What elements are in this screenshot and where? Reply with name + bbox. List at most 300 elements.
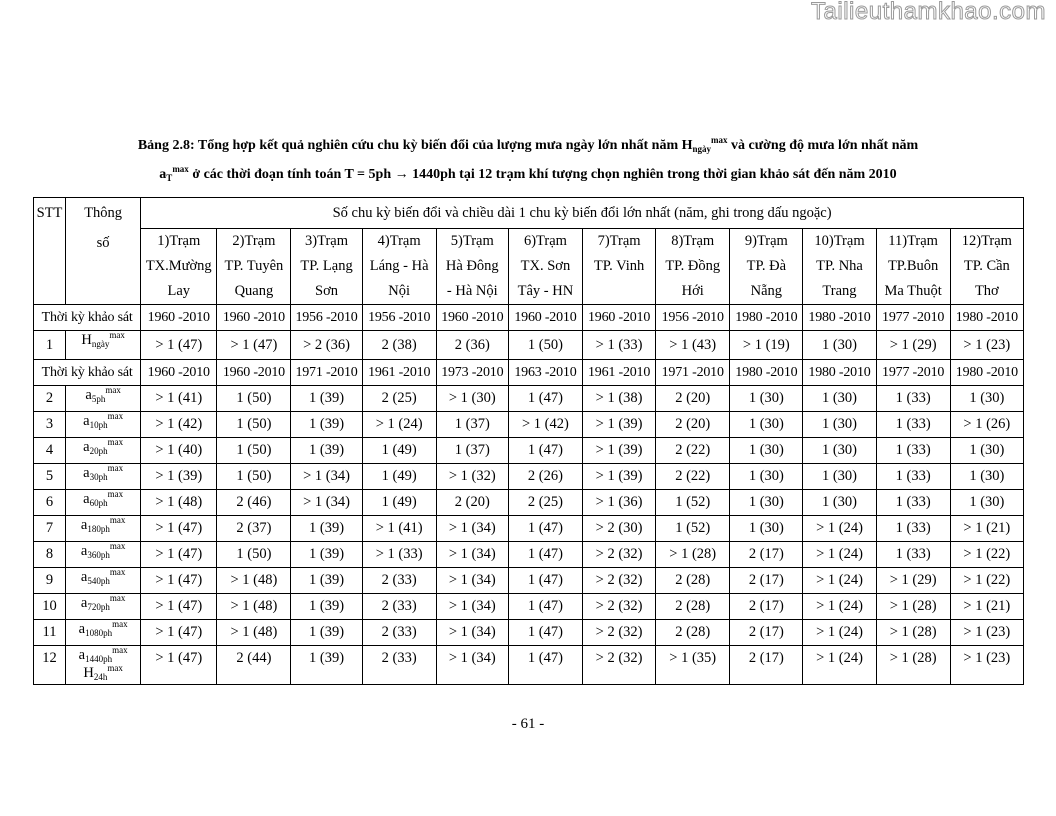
- value-cell: > 1 (34): [436, 620, 508, 646]
- value-cell: > 1 (40): [141, 438, 217, 464]
- station-header-3: [291, 229, 362, 305]
- value-cell: > 2 (32): [583, 620, 656, 646]
- station-header-9: [730, 229, 803, 305]
- station-header-line: 10)Trạm: [814, 233, 865, 249]
- table-row: [34, 412, 1024, 438]
- parameter-subscript: 10ph: [89, 420, 108, 430]
- value-cell: > 1 (48): [217, 568, 291, 594]
- parameter-superscript: max: [107, 663, 123, 673]
- value-cell: > 1 (19): [730, 331, 803, 360]
- value-cell: > 1 (41): [362, 516, 436, 542]
- value-cell: > 1 (28): [656, 542, 730, 568]
- parameter-superscript: max: [109, 593, 126, 603]
- value-cell: > 1 (29): [876, 331, 950, 360]
- value-cell: 2 (25): [362, 386, 436, 412]
- value-cell: > 1 (23): [950, 646, 1023, 685]
- value-cell: 1 (47): [508, 620, 582, 646]
- value-cell: 2 (17): [730, 646, 803, 685]
- station-header-line: 2)Trạm: [232, 233, 276, 249]
- period-label: Thời kỳ khảo sát: [34, 305, 141, 331]
- value-cell: 2 (28): [656, 568, 730, 594]
- value-cell: 1 (49): [362, 438, 436, 464]
- value-cell: > 1 (23): [950, 331, 1023, 360]
- row-number: 7: [34, 516, 66, 542]
- parameter-symbol: a: [85, 387, 92, 403]
- parameter-subscript: 540ph: [87, 576, 110, 586]
- value-cell: > 1 (47): [141, 542, 217, 568]
- parameter-superscript: max: [107, 463, 124, 473]
- value-cell: > 1 (24): [803, 542, 876, 568]
- station-header-line: TP. Tuyên: [224, 258, 284, 274]
- value-cell: > 1 (39): [583, 412, 656, 438]
- caption-line2-subscript: T: [166, 173, 173, 183]
- value-cell: 2 (26): [508, 464, 582, 490]
- station-header-5: [436, 229, 508, 305]
- station-header-line: Ma Thuột: [884, 283, 942, 299]
- value-cell: 1 (30): [803, 412, 876, 438]
- station-header-8: [656, 229, 730, 305]
- value-cell: 1 (47): [508, 386, 582, 412]
- value-cell: 1 (39): [291, 542, 362, 568]
- value-cell: 2 (17): [730, 568, 803, 594]
- table-row: [34, 386, 1024, 412]
- value-cell: 1 (30): [730, 516, 803, 542]
- value-cell: > 1 (47): [141, 331, 217, 360]
- value-cell: > 1 (24): [362, 412, 436, 438]
- value-cell: 1 (33): [876, 516, 950, 542]
- parameter-superscript: max: [112, 619, 128, 629]
- station-header-6: [508, 229, 582, 305]
- parameter-cell: [66, 568, 141, 594]
- value-cell: 2 (25): [508, 490, 582, 516]
- parameter-symbol: a: [78, 621, 86, 637]
- value-cell: 2 (22): [656, 438, 730, 464]
- table-row: [34, 516, 1024, 542]
- value-cell: 1 (39): [291, 620, 362, 646]
- value-cell: 1 (39): [291, 516, 362, 542]
- parameter-cell: [66, 594, 141, 620]
- value-cell: > 1 (28): [876, 594, 950, 620]
- parameter-subscript: ngày: [91, 339, 110, 349]
- value-cell: > 1 (34): [436, 568, 508, 594]
- table-caption-line2: [30, 164, 1026, 183]
- value-cell: 1 (47): [508, 516, 582, 542]
- caption-line2-tail: ở các thời đoạn tính toán T = 5ph → 1440ph tại 12 trạm khí tượng chọn nghiên trong thời gian khảo sát đến năm 2010: [188, 167, 897, 182]
- value-cell: 1 (39): [291, 412, 362, 438]
- station-header-line: Nẵng: [750, 283, 783, 299]
- stt-header: STT: [34, 198, 66, 305]
- row-number: 11: [34, 620, 66, 646]
- caption-prefix: Bảng 2.8:: [137, 138, 195, 153]
- period-cell: 1977 -2010: [876, 360, 950, 386]
- value-cell: > 1 (33): [362, 542, 436, 568]
- period-cell: 1961 -2010: [583, 360, 656, 386]
- table-row: [34, 490, 1024, 516]
- value-cell: > 1 (34): [436, 542, 508, 568]
- station-header-line: 3)Trạm: [305, 233, 349, 249]
- value-cell: 1 (50): [508, 331, 582, 360]
- parameter-superscript: max: [109, 541, 126, 551]
- period-cell: 1980 -2010: [730, 360, 803, 386]
- value-cell: 2 (17): [730, 542, 803, 568]
- parameter-symbol: a: [80, 543, 88, 559]
- parameter-superscript: max: [109, 515, 126, 525]
- value-cell: > 1 (39): [141, 464, 217, 490]
- station-header-line: Sơn: [315, 283, 339, 299]
- header-row-1: [34, 198, 1024, 229]
- value-cell: 1 (37): [436, 412, 508, 438]
- value-cell: 1 (47): [508, 594, 582, 620]
- value-cell: 2 (17): [730, 620, 803, 646]
- table-row: [34, 464, 1024, 490]
- parameter-symbol: a: [83, 439, 90, 455]
- value-cell: > 1 (42): [508, 412, 582, 438]
- parameter-subscript: 5ph: [91, 394, 106, 404]
- station-header-line: Trang: [822, 283, 857, 299]
- parameter-cell: [66, 412, 141, 438]
- period-cell: 1960 -2010: [436, 305, 508, 331]
- row-number: 5: [34, 464, 66, 490]
- value-cell: 1 (49): [362, 464, 436, 490]
- value-cell: > 1 (47): [141, 620, 217, 646]
- period-cell: 1960 -2010: [508, 305, 582, 331]
- parameter-symbol: a: [80, 517, 88, 533]
- period-label: Thời kỳ khảo sát: [34, 360, 141, 386]
- value-cell: 1 (50): [217, 464, 291, 490]
- parameter-superscript: max: [107, 411, 124, 421]
- period-row-2: [34, 360, 1024, 386]
- station-header-line: TP. Đồng: [665, 258, 721, 274]
- period-row-1: [34, 305, 1024, 331]
- value-cell: 2 (28): [656, 594, 730, 620]
- station-header-line: TX. Sơn: [520, 258, 571, 274]
- parameter-subscript: 1440ph: [85, 654, 113, 664]
- value-cell: 1 (30): [950, 438, 1023, 464]
- value-cell: 1 (30): [950, 464, 1023, 490]
- value-cell: 1 (47): [508, 568, 582, 594]
- value-cell: 1 (50): [217, 438, 291, 464]
- value-cell: 1 (30): [730, 412, 803, 438]
- parameter-superscript: max: [105, 385, 121, 395]
- value-cell: 1 (39): [291, 646, 362, 685]
- value-cell: 2 (17): [730, 594, 803, 620]
- period-cell: 1956 -2010: [291, 305, 362, 331]
- parameter-symbol: a: [83, 413, 90, 429]
- value-cell: > 2 (32): [583, 646, 656, 685]
- parameter-cell: [66, 331, 141, 360]
- value-cell: 1 (33): [876, 542, 950, 568]
- period-cell: 1980 -2010: [803, 360, 876, 386]
- value-cell: 1 (39): [291, 438, 362, 464]
- value-cell: 1 (47): [508, 438, 582, 464]
- value-cell: 1 (30): [730, 438, 803, 464]
- caption-line1-tail: và cường độ mưa lớn nhất năm: [727, 138, 919, 153]
- value-cell: 1 (39): [291, 386, 362, 412]
- value-cell: 1 (49): [362, 490, 436, 516]
- period-cell: 1980 -2010: [950, 360, 1023, 386]
- period-cell: 1980 -2010: [730, 305, 803, 331]
- table-row: [34, 438, 1024, 464]
- parameter-subscript: 30ph: [89, 472, 108, 482]
- station-header-line: 9)Trạm: [744, 233, 788, 249]
- period-cell: 1960 -2010: [217, 305, 291, 331]
- value-cell: > 1 (34): [436, 516, 508, 542]
- row-number: 3: [34, 412, 66, 438]
- value-cell: 2 (33): [362, 594, 436, 620]
- value-cell: 1 (30): [803, 438, 876, 464]
- caption-line1-text: Tổng hợp kết quả nghiên cứu chu kỳ biến đổi của lượng mưa ngày lớn nhất năm H: [194, 138, 693, 153]
- parameter-cell: [66, 438, 141, 464]
- value-cell: > 1 (21): [950, 594, 1023, 620]
- value-cell: > 1 (24): [803, 516, 876, 542]
- station-header-line: Hới: [681, 283, 704, 299]
- value-cell: 2 (20): [656, 386, 730, 412]
- parameter-superscript: max: [107, 489, 124, 499]
- parameter-header: Thông số: [66, 198, 141, 305]
- value-cell: > 1 (29): [876, 568, 950, 594]
- station-header-line: TP. Nha: [816, 258, 863, 274]
- value-cell: > 1 (39): [583, 464, 656, 490]
- parameter-symbol: H: [81, 332, 92, 348]
- value-cell: 1 (47): [508, 542, 582, 568]
- station-header-12: [950, 229, 1023, 305]
- parameter-subscript: 720ph: [87, 602, 110, 612]
- parameter-cell: [66, 620, 141, 646]
- station-header-line: Thơ: [974, 283, 999, 299]
- value-cell: > 1 (48): [217, 620, 291, 646]
- parameter-symbol: a: [78, 647, 86, 663]
- row-number: 4: [34, 438, 66, 464]
- parameter-symbol: H: [83, 665, 94, 681]
- value-cell: > 2 (32): [583, 542, 656, 568]
- period-cell: 1977 -2010: [876, 305, 950, 331]
- value-cell: > 2 (36): [291, 331, 362, 360]
- parameter-cell: [66, 646, 141, 685]
- period-cell: 1956 -2010: [362, 305, 436, 331]
- value-cell: 1 (47): [508, 646, 582, 685]
- station-header-line: TP. Lạng: [300, 258, 353, 274]
- value-cell: 1 (37): [436, 438, 508, 464]
- row-number: 2: [34, 386, 66, 412]
- parameter-subscript: 180ph: [87, 524, 110, 534]
- value-cell: > 1 (24): [803, 620, 876, 646]
- value-cell: 2 (28): [656, 620, 730, 646]
- table-row: [34, 542, 1024, 568]
- parameter-cell: [66, 516, 141, 542]
- period-cell: 1980 -2010: [803, 305, 876, 331]
- parameter-superscript: max: [112, 645, 128, 655]
- parameter-symbol: a: [80, 595, 88, 611]
- station-header-line: Quang: [234, 283, 274, 299]
- parameter-subscript: 360ph: [87, 550, 110, 560]
- station-header-line: 8)Trạm: [671, 233, 715, 249]
- value-cell: > 1 (47): [141, 646, 217, 685]
- value-cell: 2 (22): [656, 464, 730, 490]
- value-cell: 2 (20): [656, 412, 730, 438]
- caption-line2-superscript: max: [172, 164, 189, 174]
- period-cell: 1973 -2010: [436, 360, 508, 386]
- value-cell: > 1 (48): [217, 594, 291, 620]
- row-number: 10: [34, 594, 66, 620]
- caption-line1-superscript: max: [711, 135, 728, 145]
- period-cell: 1961 -2010: [362, 360, 436, 386]
- value-cell: > 1 (24): [803, 568, 876, 594]
- value-cell: > 1 (23): [950, 620, 1023, 646]
- value-cell: > 2 (32): [583, 594, 656, 620]
- value-cell: > 1 (33): [583, 331, 656, 360]
- value-cell: > 2 (32): [583, 568, 656, 594]
- value-cell: > 1 (22): [950, 542, 1023, 568]
- station-header-line: 1)Trạm: [157, 233, 201, 249]
- caption-line1-subscript: ngày: [692, 144, 712, 154]
- parameter-cell: [66, 542, 141, 568]
- value-cell: > 1 (34): [436, 646, 508, 685]
- station-header-line: Tây - HN: [517, 283, 574, 299]
- value-cell: > 1 (47): [141, 568, 217, 594]
- value-cell: 1 (39): [291, 594, 362, 620]
- value-cell: > 1 (26): [950, 412, 1023, 438]
- value-cell: 2 (33): [362, 620, 436, 646]
- station-header-line: 7)Trạm: [597, 233, 641, 249]
- value-cell: > 1 (28): [876, 646, 950, 685]
- results-table: [33, 197, 1024, 685]
- value-cell: > 1 (39): [583, 438, 656, 464]
- value-cell: > 1 (36): [583, 490, 656, 516]
- parameter-superscript: max: [107, 437, 124, 447]
- value-cell: 1 (33): [876, 412, 950, 438]
- value-cell: 1 (33): [876, 438, 950, 464]
- value-cell: > 1 (35): [656, 646, 730, 685]
- value-cell: > 1 (47): [141, 594, 217, 620]
- page-number: - 61 -: [511, 716, 545, 732]
- table-row: [34, 331, 1024, 360]
- value-cell: > 1 (38): [583, 386, 656, 412]
- value-cell: 1 (52): [656, 490, 730, 516]
- value-cell: 1 (30): [803, 386, 876, 412]
- value-cell: 2 (46): [217, 490, 291, 516]
- value-cell: > 2 (30): [583, 516, 656, 542]
- row-number: 8: [34, 542, 66, 568]
- value-cell: 1 (30): [730, 464, 803, 490]
- value-cell: > 1 (22): [950, 568, 1023, 594]
- parameter-subscript: 60ph: [89, 498, 108, 508]
- station-header-line: 11)Trạm: [888, 233, 938, 249]
- caption-line2-symbol: a: [159, 167, 167, 182]
- station-header-row: [34, 229, 1024, 305]
- parameter-subscript: 24h: [93, 672, 108, 682]
- station-header-line: 6)Trạm: [523, 233, 567, 249]
- value-cell: 2 (33): [362, 568, 436, 594]
- value-cell: > 1 (48): [141, 490, 217, 516]
- row-number: 9: [34, 568, 66, 594]
- value-cell: 1 (30): [803, 490, 876, 516]
- period-cell: 1960 -2010: [217, 360, 291, 386]
- value-cell: > 1 (43): [656, 331, 730, 360]
- station-header-7: [583, 229, 656, 305]
- period-cell: 1963 -2010: [508, 360, 582, 386]
- value-cell: 1 (50): [217, 542, 291, 568]
- value-cell: 1 (50): [217, 412, 291, 438]
- value-cell: 1 (30): [950, 386, 1023, 412]
- row-number: 6: [34, 490, 66, 516]
- value-cell: > 1 (34): [291, 490, 362, 516]
- value-cell: 2 (38): [362, 331, 436, 360]
- period-cell: 1960 -2010: [583, 305, 656, 331]
- station-header-11: [876, 229, 950, 305]
- station-header-10: [803, 229, 876, 305]
- period-cell: 1980 -2010: [950, 305, 1023, 331]
- value-cell: 2 (44): [217, 646, 291, 685]
- value-cell: 1 (30): [730, 386, 803, 412]
- value-cell: > 1 (41): [141, 386, 217, 412]
- table-row: [34, 594, 1024, 620]
- table-caption-line1: [30, 135, 1026, 154]
- period-cell: 1960 -2010: [141, 305, 217, 331]
- station-header-line: Lay: [167, 283, 191, 299]
- value-cell: 1 (30): [803, 464, 876, 490]
- station-header-line: 4)Trạm: [377, 233, 421, 249]
- value-cell: 1 (30): [730, 490, 803, 516]
- value-cell: > 1 (21): [950, 516, 1023, 542]
- period-cell: 1956 -2010: [656, 305, 730, 331]
- value-cell: > 1 (32): [436, 464, 508, 490]
- table-row: [34, 620, 1024, 646]
- value-cell: > 1 (47): [141, 516, 217, 542]
- value-cell: 1 (39): [291, 568, 362, 594]
- parameter-cell: [66, 490, 141, 516]
- value-cell: > 1 (24): [803, 646, 876, 685]
- station-header-line: TP.Buôn: [887, 258, 939, 274]
- parameter-superscript: max: [109, 567, 126, 577]
- row-number: 12: [34, 646, 66, 685]
- parameter-symbol: a: [83, 465, 90, 481]
- station-header-line: Láng - Hà: [369, 258, 429, 274]
- period-cell: 1971 -2010: [291, 360, 362, 386]
- value-cell: 1 (50): [217, 386, 291, 412]
- row-number: 1: [34, 331, 66, 360]
- station-header-line: TP. Vinh: [593, 258, 645, 274]
- station-header-line: TP. Cần: [963, 258, 1010, 274]
- value-cell: > 1 (24): [803, 594, 876, 620]
- value-cell: 2 (20): [436, 490, 508, 516]
- station-header-2: [217, 229, 291, 305]
- value-cell: 2 (37): [217, 516, 291, 542]
- value-cell: > 1 (28): [876, 620, 950, 646]
- group-header: Số chu kỳ biến đổi và chiều dài 1 chu kỳ biến đổi lớn nhất (năm, ghi trong dấu ngoặc): [141, 198, 1024, 229]
- parameter-cell: [66, 386, 141, 412]
- period-cell: 1971 -2010: [656, 360, 730, 386]
- station-header-1: [141, 229, 217, 305]
- value-cell: 2 (33): [362, 646, 436, 685]
- value-cell: > 1 (34): [436, 594, 508, 620]
- value-cell: 1 (33): [876, 490, 950, 516]
- station-header-line: Nội: [388, 283, 411, 299]
- value-cell: > 1 (47): [217, 331, 291, 360]
- parameter-cell: [66, 464, 141, 490]
- parameter-subscript: 1080ph: [85, 628, 113, 638]
- station-header-line: TX.Mường: [145, 258, 212, 274]
- station-header-4: [362, 229, 436, 305]
- station-header-line: 5)Trạm: [450, 233, 494, 249]
- watermark-text: Tailieuthamkhao.com: [811, 0, 1046, 25]
- period-cell: 1960 -2010: [141, 360, 217, 386]
- value-cell: 1 (52): [656, 516, 730, 542]
- parameter-symbol: a: [83, 491, 90, 507]
- value-cell: 1 (30): [803, 331, 876, 360]
- value-cell: > 1 (30): [436, 386, 508, 412]
- value-cell: > 1 (42): [141, 412, 217, 438]
- value-cell: 2 (36): [436, 331, 508, 360]
